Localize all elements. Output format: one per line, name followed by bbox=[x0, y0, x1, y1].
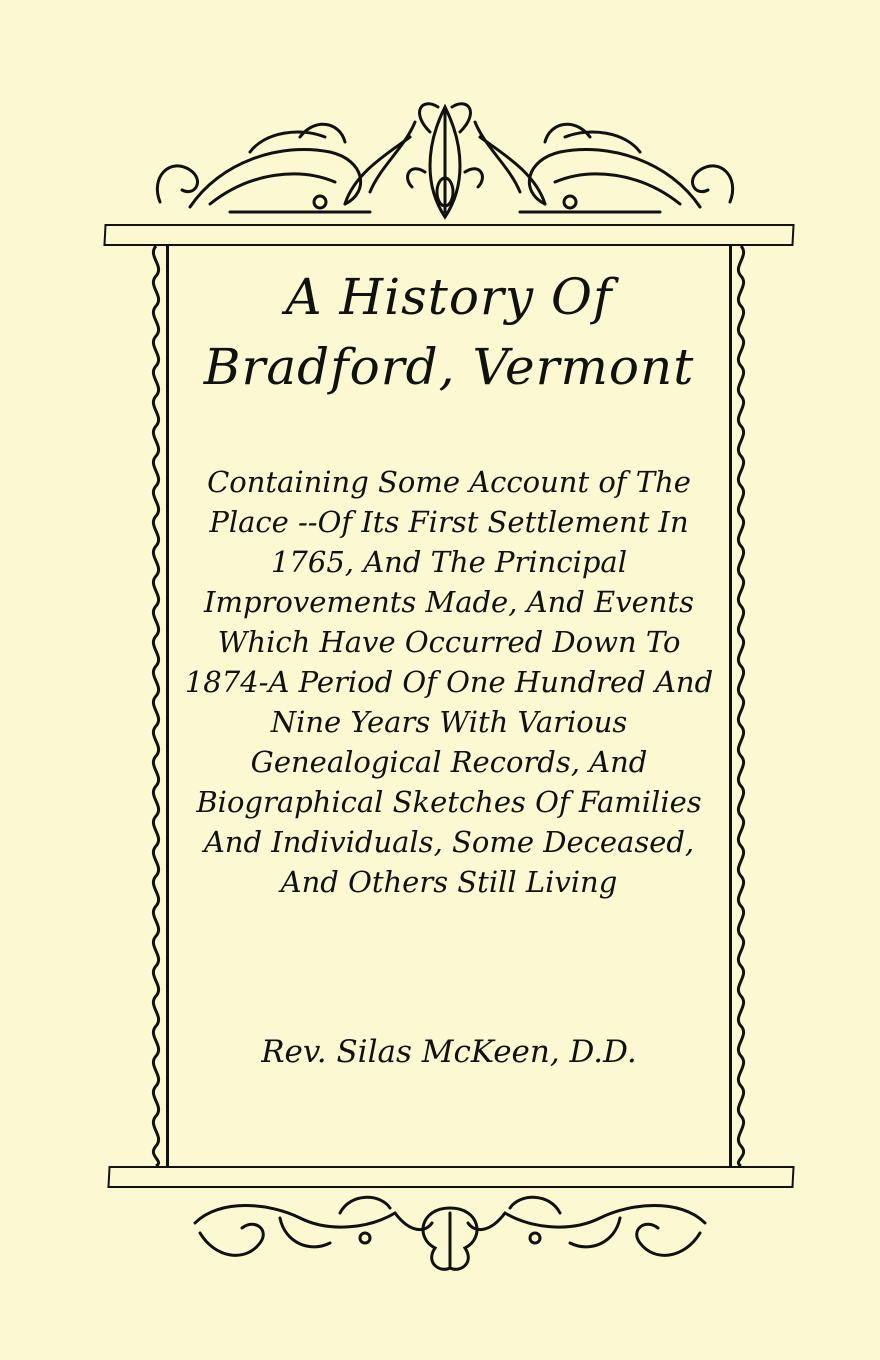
book-author: Rev. Silas McKeen, D.D. bbox=[261, 1034, 637, 1070]
right-vine-border bbox=[732, 246, 750, 1166]
bottom-ornament bbox=[180, 1188, 720, 1278]
top-rail bbox=[103, 224, 794, 246]
left-vine-border bbox=[147, 246, 165, 1166]
book-subtitle: Containing Some Account of The Place --Of Its First Settlement In 1765, And The Principal Improvements Made, And Events Which Have Occurred Down To 1874-A Period Of One Hundred And Nine Years With Various Genealogical Records, And Biographical Sketches Of Families And Individuals, Some Deceased, And Others Still Living bbox=[184, 465, 714, 899]
book-title bbox=[166, 262, 732, 402]
bottom-rail bbox=[107, 1166, 794, 1188]
top-ornament bbox=[140, 92, 750, 232]
title-line-1: A History Of bbox=[285, 268, 613, 326]
title-line-2: Bradford, Vermont bbox=[203, 338, 695, 396]
